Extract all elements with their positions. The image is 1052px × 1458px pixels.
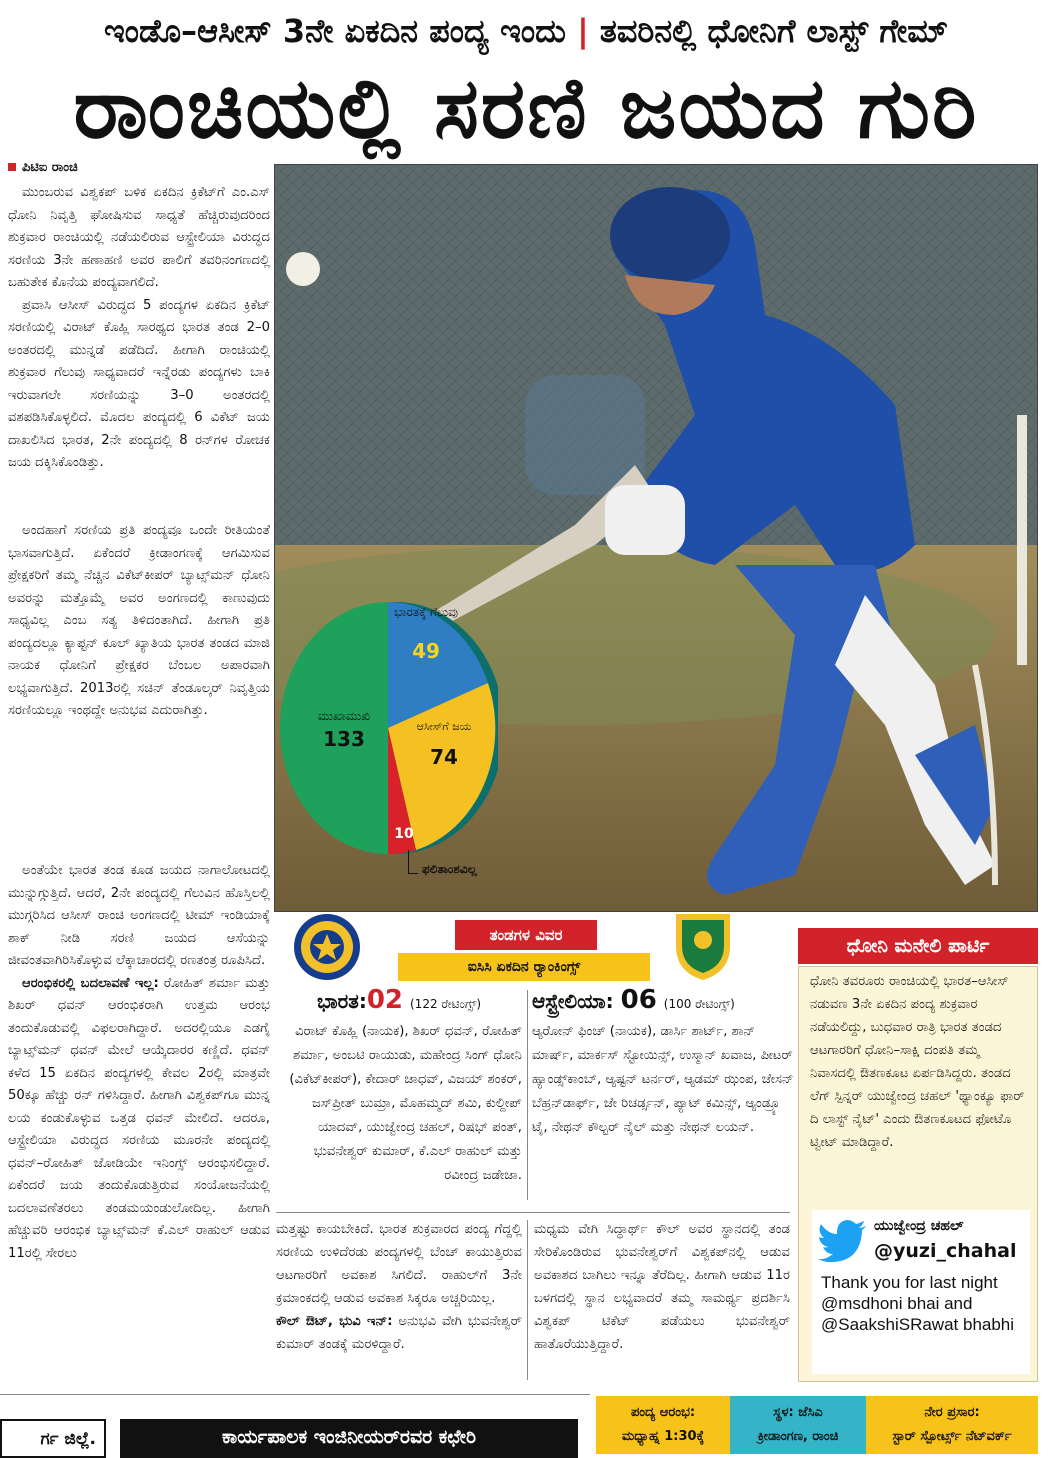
squad-divider	[527, 990, 528, 1200]
twitter-bird-icon	[818, 1220, 868, 1262]
tweet-author-handle: @yuzi_chahal	[874, 1240, 1017, 1262]
article-column-2	[276, 1218, 522, 1356]
article-paragraph-text: ರೋಹಿತ್ ಶರ್ಮಾ ಮತ್ತು ಶಿಖರ್ ಧವನ್ ಆರಂಭಿಕರಾಗಿ ಉತ್ತಮ ಆರಂಭ ತಂದುಕೊಡುವಲ್ಲಿ ವಿಫಲರಾಗಿದ್ದಾರೆ. ಅದರಲ್ಲಿಯೂ ಎಡಗೈ ಬ್ಯಾಟ್ಸ್‌ಮನ್ ಧವನ್ ಮೇಲೆ ಆಯ್ಕೆದಾರರ ಕಣ್ಣಿದೆ. ಧವನ್ ಕಳೆದ 15 ಏಕದಿನ ಪಂದ್ಯಗಳಲ್ಲಿ ಕೇವಲ 2ರಲ್ಲಿ ಮಾತ್ರವೇ 50ಕ್ಕೂ ಹೆಚ್ಚು ರನ್ ಗಳಿಸಿದ್ದಾರೆ. ಹೀಗಾಗಿ ವಿಶ್ವಕಪ್‌ಗೂ ಮುನ್ನ ಲಯ ಕಂಡುಕೊಳ್ಳುವ ಒತ್ತಡ ಧವನ್ ಮೇಲಿದೆ. ಆದರೂ, ಆಸ್ಟ್ರೇಲಿಯಾ ವಿರುದ್ಧದ ಸರಣಿಯ ಮೂರನೇ ಪಂದ್ಯದಲ್ಲಿ ಧವನ್–ರೋಹಿತ್ ಜೋಡಿಯೇ ಇನಿಂಗ್ಸ್ ಆರಂಭಿಸಲಿದ್ದಾರೆ. ಏಕೆಂದರೆ ಜಯ ತಂದುಕೊಡುತ್ತಿರುವ ಸಂಯೋಜನೆಯಲ್ಲಿ ಬದಲಾವಣೆತರಲು ತಂಡಮಯಂಡುಲೋದಿಲ್ಲ. ಹೀಗಾಗಿ ಹೆಚ್ಚುವರಿ ಆರಂಭಿಕ ಬ್ಯಾಟ್ಸ್‌ಮನ್ ಕೆ.ಎಲ್ ರಾಹುಲ್ ಆಡುವ 11ರಲ್ಲಿ ಸೇರಲು	[8, 975, 270, 1261]
article-paragraph: ಅಂತೆಯೇ ಭಾರತ ತಂಡ ಕೂಡ ಜಯದ ನಾಗಾಲೋಟದಲ್ಲಿ ಮುನ್ನುಗ್ಗುತ್ತಿದೆ. ಆದರೆ, 2ನೇ ಪಂದ್ಯದಲ್ಲಿ ಗೆಲುವಿನ ಹೊಸ್ತಿಲಲ್ಲಿ ಮುಗ್ಗರಿಸಿದ ಆಸೀಸ್ ರಾಂಚಿ ಅಂಗಣದಲ್ಲಿ ಟೀಮ್ ಇಂಡಿಯಾಕ್ಕೆ ಶಾಕ್ ನೀಡಿ ಸರಣಿ ಜಯದ ಆಸೆಯನ್ನು ಜೀವಂತವಾಗಿರಿಸಿಕೊಳ್ಳುವ ಲೆಕ್ಕಾಚಾರದಲ್ಲಿ ರಣತಂತ್ರ ರೂಪಿಸಿದೆ.	[8, 863, 270, 968]
squad-india-title	[276, 984, 522, 1020]
results-pie-chart	[276, 578, 498, 858]
article-paragraph: ಅಂದಹಾಗೆ ಸರಣಿಯ ಪ್ರತಿ ಪಂದ್ಯವೂ ಒಂದೇ ರೀತಿಯಂತೆ ಭಾಸವಾಗುತ್ತಿದೆ. ಏಕೆಂದರೆ ಕ್ರೀಡಾಂಗಣಕ್ಕೆ ಆಗಮಿಸುವ ಪ್ರೇಕ್ಷಕರಿಗೆ ತಮ್ಮ ನೆಚ್ಚಿನ ವಿಕೆಟ್‌ಕೀಪರ್ ಬ್ಯಾಟ್ಸ್‌ಮನ್ ಧೋನಿ ಅವರನ್ನು ಮತ್ತೊಮ್ಮೆ ಅವರ ಅಂಗಣದಲ್ಲಿ ಕಾಣುವುದು ಸಾಧ್ಯವಿಲ್ಲ ಎಂಬ ಸತ್ಯ ತಿಳಿದಂತಾಗಿದೆ. ಹೀಗಾಗಿ ಪ್ರತಿ ಪಂದ್ಯದಲ್ಲೂ ಕ್ಯಾಪ್ಟನ್ ಕೂಲ್ ಖ್ಯಾತಿಯ ಭಾರತ ತಂಡದ ಮಾಜಿ ನಾಯಕ ಧೋನಿಗೆ ಪ್ರೇಕ್ಷಕರ ಬೆಂಬಲ ಅಪಾರವಾಗಿ ಲಭ್ಯವಾಗುತ್ತಿದೆ. 2013ರಲ್ಲಿ ಸಚಿನ್ ತೆಂಡೂಲ್ಕರ್ ನಿವೃತ್ತಿಯ ಸರಣಿಯಲ್ಲೂ ಇಂಥದ್ದೇ ಅನುಭವ ಎದುರಾಗಿತ್ತು.	[8, 523, 270, 718]
squad-australia	[532, 984, 794, 1140]
kicker-part1: ಇಂಡೊ–ಆಸೀಸ್ 3ನೇ ಏಕದಿನ ಪಂದ್ಯ ಇಂದು	[103, 12, 566, 50]
subhead-kaul-out: ಕೌಲ್ ಔಟ್, ಭುವಿ ಇನ್:	[276, 1314, 393, 1329]
pie-pointer	[408, 850, 418, 874]
info-venue	[730, 1396, 866, 1454]
section-divider	[276, 1212, 790, 1213]
byline	[8, 160, 270, 175]
column-divider	[527, 1220, 528, 1380]
bcci-logo	[292, 910, 362, 984]
squad-india-players: ವಿರಾಟ್ ಕೊಹ್ಲಿ (ನಾಯಕ), ಶಿಖರ್ ಧವನ್, ರೋಹಿತ್ ಶರ್ಮಾ, ಅಂಬಟಿ ರಾಯುಡು, ಮಹೇಂದ್ರ ಸಿಂಗ್ ಧೋನಿ (ವಿಕೆಟ್‌ಕೀಪರ್), ಕೇದಾರ್ ಜಾಧವ್, ವಿಜಯ್ ಶಂಕರ್, ಜಸ್‌ಪ್ರೀತ್ ಬುಮ್ರಾ, ಮೊಹಮ್ಮದ್ ಶಮಿ, ಕುಲ್ದೀಪ್ ಯಾದವ್, ಯುಜ್ವೇಂದ್ರ ಚಹಲ್, ರಿಷಭ್ ಪಂತ್, ಭುವನೇಶ್ವರ್ ಕುಮಾರ್, ಕೆ.ಎಲ್ ರಾಹುಲ್ ಮತ್ತು ರವೀಂದ್ರ ಜಡೇಜಾ.	[289, 1024, 522, 1183]
pie-label-noresult: ಫಲಿತಾಂಶವಿಲ್ಲ	[422, 862, 477, 876]
pie-value-india: 49	[412, 639, 440, 663]
article-column-1	[8, 182, 270, 475]
info-start-value: ಮಧ್ಯಾಹ್ನ 1:30ಕ್ಕೆ	[621, 1429, 705, 1444]
squad-australia-players: ಆ್ಯರೋನ್ ಫಿಂಚ್ (ನಾಯಕ), ಡಾರ್ಸಿ ಶಾರ್ಟ್, ಶಾನ್ ಮಾರ್ಷ್, ಮಾರ್ಕಸ್ ಸ್ಟೋಯಿನ್ಸ್, ಉಸ್ಮಾನ್ ಖವಾಜ, ಪೀಟರ್ ಹ್ಯಾಂಡ್ಸ್‌ಕಾಂಬ್, ಆ್ಯಷ್ಟನ್ ಟರ್ನರ್, ಆ್ಯಡಮ್ ಝಂಪ, ಜೇಸನ್ ಬೆಹ್ರನ್‌ಡಾರ್ಫ್, ಜೇ ರಿಚರ್ಡ್ಸನ್, ಪ್ಯಾಟ್ ಕಮಿನ್ಸ್, ಆ್ಯಂಡ್ರ್ಯೂ ಟೈ, ನೇಥನ್ ಕೌಲ್ಟರ್ ನೈಲ್ ಮತ್ತು ನೇಥನ್ ಲಯನ್.	[532, 1024, 794, 1135]
kicker-part2: ತವರಿನಲ್ಲಿ ಧೋನಿಗೆ ಲಾಸ್ಟ್ ಗೇಮ್	[599, 12, 949, 50]
article-paragraph-text: ಅನುಭವಿ ವೇಗಿ ಭುವನೇಶ್ವರ್ ಕುಮಾರ್ ತಂಡಕ್ಕೆ ಮರಳಿದ್ದಾರೆ.	[276, 1314, 522, 1352]
squad-india	[276, 984, 522, 1188]
info-broadcast-value: ಸ್ಟಾರ್ ಸ್ಪೋರ್ಟ್ಸ್ ನೆಟ್‌ವರ್ಕ್	[892, 1429, 1012, 1444]
svg-text:ಭಾರತಕ್ಕೆ ಗೆಲುವು	[394, 605, 458, 620]
sidebar-text: ಧೋನಿ ತವರೂರು ರಾಂಚಿಯಲ್ಲಿ ಭಾರತ–ಆಸೀಸ್ ನಡುವಣ 3ನೇ ಏಕದಿನ ಪಂದ್ಯ ಶುಕ್ರವಾರ ನಡೆಯಲಿದ್ದು, ಬುಧವಾರ ರಾತ್ರಿ ಭಾರತ ತಂಡದ ಆಟಗಾರರಿಗೆ ಧೋನಿ–ಸಾಕ್ಷಿ ದಂಪತಿ ತಮ್ಮ ನಿವಾಸದಲ್ಲಿ ಔತಣಕೂಟ ಏರ್ಪಡಿಸಿದ್ದರು. ತಂಡದ ಲೆಗ್ ಸ್ಪಿನ್ನರ್ ಯುಜ್ವೇಂದ್ರ ಚಹಲ್ 'ಥ್ಯಾಂಕ್ಯೂ ಫಾರ್ ದಿ ಲಾಸ್ಟ್ ನೈಟ್' ಎಂದು ಔತಣಕೂಟದ ಫೋಟೊ ಟ್ವೀಟ್ ಮಾಡಿದ್ದಾರೆ.	[810, 974, 1025, 1150]
tweet-text: Thank you for last night @msdhoni bhai and @SaakshiSRawat bhabhi	[821, 1273, 1015, 1334]
kicker-separator: |	[577, 12, 589, 50]
sidebar-header: ಧೋನಿ ಮನೇಲಿ ಪಾರ್ಟಿ	[798, 928, 1038, 964]
info-venue-value: ಕ್ರೀಡಾಂಗಣ, ರಾಂಚಿ	[757, 1429, 839, 1444]
page-divider	[0, 1394, 590, 1395]
article-column-1c	[8, 860, 270, 1265]
cut-advertisement: ರ್ಗ ಜಿಲ್ಲೆ.	[0, 1419, 106, 1458]
squad-australia-rating: (100 ರೇಟಿಂಗ್ಸ್)	[663, 997, 735, 1011]
squad-australia-title	[532, 984, 794, 1020]
squads-subheader: ಐಸಿಸಿ ಏಕದಿನ ರ‍್ಯಾಂಕಿಂಗ್ಸ್	[398, 953, 650, 981]
article-paragraph: ಪ್ರವಾಸಿ ಆಸೀಸ್ ವಿರುದ್ಧದ 5 ಪಂದ್ಯಗಳ ಏಕದಿನ ಕ್ರಿಕೆಟ್ ಸರಣಿಯಲ್ಲಿ ವಿರಾಟ್ ಕೊಹ್ಲಿ ಸಾರಥ್ಯದ ಭಾರತ ತಂಡ 2–0 ಅಂತರದಲ್ಲಿ ಮುನ್ನಡೆ ಪಡೆದಿದೆ. ಹೀಗಾಗಿ ರಾಂಚಿಯಲ್ಲಿ ಶುಕ್ರವಾರ ಗೆಲುವು ಸಾಧ್ಯವಾದರೆ ಇನ್ನೆರಡು ಪಂದ್ಯಗಳು ಬಾಕಿ ಇರುವಾಗಲೇ ಸರಣಿಯನ್ನು 3–0 ಅಂತರದಲ್ಲಿ ವಶಪಡಿಸಿಕೊಳ್ಳಲಿದೆ. ಮೊದಲ ಪಂದ್ಯದಲ್ಲಿ 6 ವಿಕೆಟ್ ಜಯ ದಾಖಲಿಸಿದ ಭಾರತ, 2ನೇ ಪಂದ್ಯದಲ್ಲಿ 8 ರನ್‌ಗಳ ರೋಚಕ ಜಯ ದಕ್ಕಿಸಿಕೊಂಡಿತ್ತು.	[8, 297, 270, 470]
helmet-icon	[610, 187, 730, 283]
cricket-australia-logo	[672, 910, 734, 982]
pie-value-australia: 74	[430, 745, 458, 769]
squad-australia-rank: 06	[620, 985, 657, 1015]
pie-value-matches: 133	[323, 727, 365, 751]
article-paragraph: ಮಧ್ಯಮ ವೇಗಿ ಸಿದ್ಧಾರ್ಥ್ ಕೌಲ್ ಅವರ ಸ್ಥಾನದಲ್ಲಿ ತಂಡ ಸೇರಿಕೊಂಡಿರುವ ಭುವನೇಶ್ವರ್‌ಗೆ ವಿಶ್ವಕಪ್‌ನಲ್ಲಿ ಆಡುವ ಅವಕಾಶದ ಬಾಗಿಲು ಇನ್ನೂ ತೆರೆದಿಲ್ಲ. ಹೀಗಾಗಿ ಆಡುವ 11ರ ಬಳಗದಲ್ಲಿ ಸ್ಥಾನ ಲಭ್ಯವಾದರೆ ತಮ್ಮ ಸಾಮರ್ಥ್ಯ ಪ್ರದರ್ಶಿಸಿ ವಿಶ್ವಕಪ್ ಟಿಕೆಟ್ ಪಡೆಯಲು ಭುವನೇಶ್ವರ್ ಹಾತೊರೆಯುತ್ತಿದ್ದಾರೆ.	[534, 1222, 790, 1352]
squad-india-name: ಭಾರತ:	[316, 989, 367, 1013]
squad-india-rank: 02	[366, 985, 404, 1015]
byline-square-icon	[8, 163, 16, 171]
squad-india-rating: (122 ರೇಟಿಂಗ್ಸ್)	[410, 997, 482, 1011]
info-broadcast	[866, 1396, 1038, 1454]
article-paragraph: ಮುಂಬರುವ ವಿಶ್ವಕಪ್ ಬಳಿಕ ಏಕದಿನ ಕ್ರಿಕೆಟ್‌ಗೆ ಎಂ.ಎಸ್ ಧೋನಿ ನಿವೃತ್ತಿ ಘೋಷಿಸುವ ಸಾಧ್ಯತೆ ಹೆಚ್ಚಿರುವುದರಿಂದ ಶುಕ್ರವಾರ ರಾಂಚಿಯಲ್ಲಿ ನಡೆಯಲಿರುವ ಆಸ್ಟ್ರೇಲಿಯಾ ವಿರುದ್ಧದ ಸರಣಿಯ 3ನೇ ಹಣಾಹಣಿ ಅವರ ಪಾಲಿಗೆ ತವರಿನಂಗಣದಲ್ಲಿ ಬಹುತೇಕ ಕೊನೆಯ ಪಂದ್ಯವಾಗಲಿದೆ.	[8, 185, 270, 290]
pie-value-noresult: 10	[394, 826, 414, 842]
pie-label-india: ಭಾರತಕ್ಕೆ ಗೆಲುವು	[394, 605, 458, 619]
byline-text: ಪಿಟಿಐ ರಾಂಚಿ	[22, 160, 78, 175]
info-broadcast-label: ನೇರ ಪ್ರಸಾರ:	[924, 1405, 980, 1420]
info-venue-label: ಸ್ಥಳ: ಜೆಸಿಎ	[773, 1405, 823, 1420]
squads-header: ತಂಡಗಳ ವಿವರ	[455, 920, 597, 950]
article-paragraph	[276, 1310, 522, 1356]
squad-australia-name: ಆಸ್ಟ್ರೇಲಿಯಾ:	[532, 989, 614, 1013]
tweet-author-name: ಯುಜ್ವೇಂದ್ರ ಚಹಲ್	[874, 1218, 964, 1234]
kicker	[20, 6, 1032, 56]
article-column-3	[534, 1218, 790, 1356]
article-paragraph	[8, 973, 270, 1266]
pie-label-matches: ಮುಖಾಮುಖಿ	[317, 709, 371, 723]
headline: ರಾಂಚಿಯಲ್ಲಿ ಸರಣಿ ಜಯದ ಗುರಿ	[73, 59, 979, 157]
ball-icon	[286, 252, 320, 286]
office-notice-header: ಕಾರ್ಯಪಾಲಕ ಇಂಜಿನೀಯರ್‌ರವರ ಕಛೇರಿ	[120, 1419, 578, 1458]
article-column-1b	[8, 520, 270, 723]
pie-label-australia: ಆಸೀಸ್‌ಗೆ ಜಯ	[416, 720, 472, 733]
info-start-label: ಪಂದ್ಯ ಆರಂಭ:	[630, 1405, 696, 1420]
subhead-openers: ಆರಂಭಿಕರಲ್ಲಿ ಬದಲಾವಣೆ ಇಲ್ಲ:	[22, 975, 159, 991]
article-paragraph: ಮತ್ತಷ್ಟು ಕಾಯಬೇಕಿದೆ. ಭಾರತ ಶುಕ್ರವಾರದ ಪಂದ್ಯ ಗೆದ್ದಲ್ಲಿ ಸರಣಿಯ ಉಳಿದೆರಡು ಪಂದ್ಯಗಳಲ್ಲಿ ಬೆಂಚ್ ಕಾಯುತ್ತಿರುವ ಆಟಗಾರರಿಗೆ ಅವಕಾಶ ಸಿಗಲಿದೆ. ರಾಹುಲ್‌ಗೆ 3ನೇ ಕ್ರಮಾಂಕದಲ್ಲಿ ಆಡುವ ಅವಕಾಶ ಸಿಕ್ಕರೂ ಅಚ್ಚರಿಯಿಲ್ಲ.	[276, 1222, 522, 1306]
info-start-time	[596, 1396, 730, 1454]
